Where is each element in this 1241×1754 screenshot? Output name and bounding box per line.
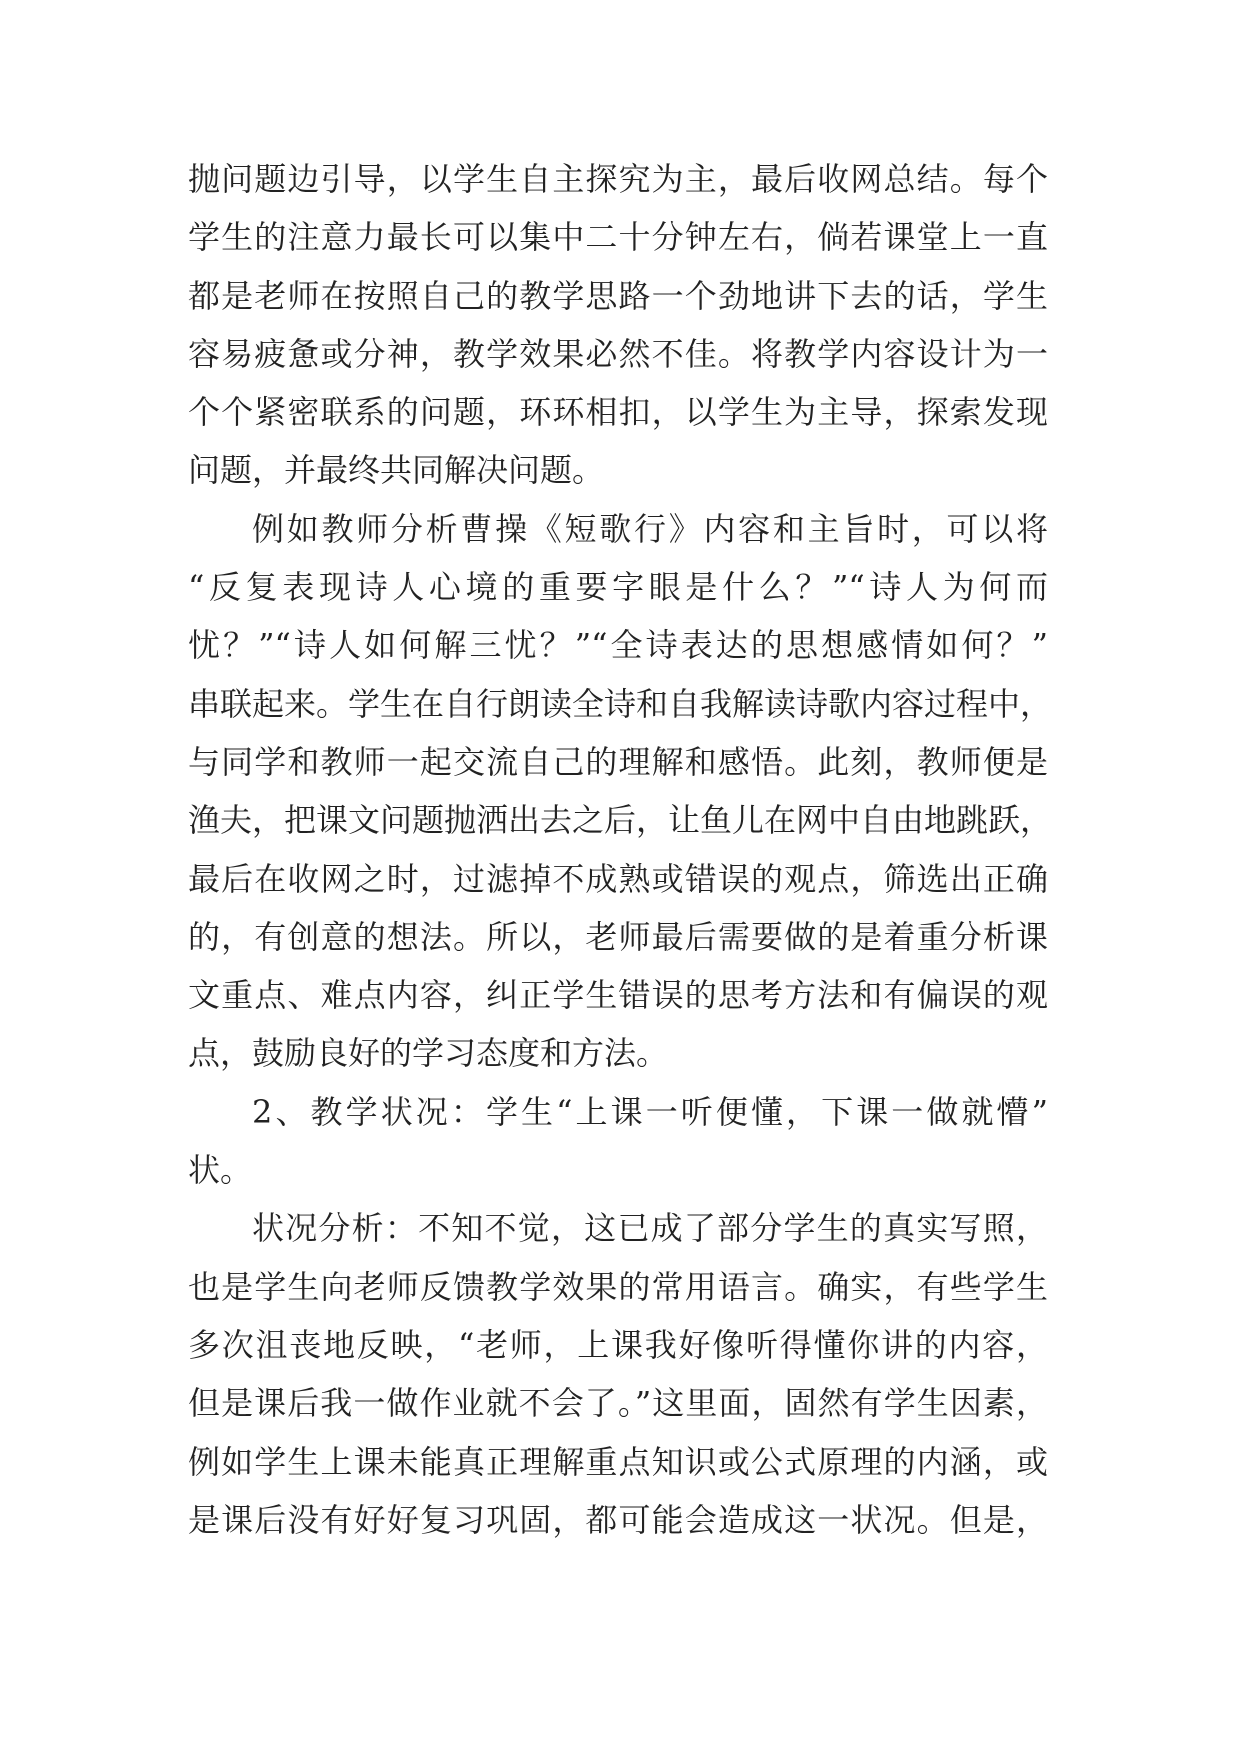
text-line: 点，鼓励良好的学习态度和方法。 bbox=[188, 1034, 669, 1073]
text-line: 的，有创意的想法。所以，老师最后需要做的是着重分析课 bbox=[188, 917, 1048, 956]
text-line: 也是学生向老师反馈教学效果的常用语言。确实，有些学生 bbox=[188, 1267, 1048, 1306]
text-line: 文重点、难点内容，纠正学生错误的思考方法和有偏误的观 bbox=[188, 976, 1048, 1015]
text-line: 例如学生上课未能真正理解重点知识或公式原理的内涵，或 bbox=[188, 1442, 1048, 1481]
text-line: 学生的注意力最长可以集中二十分钟左右，倘若课堂上一直 bbox=[188, 218, 1048, 257]
text-line: 状。 bbox=[188, 1151, 253, 1190]
text-line: 问题，并最终共同解决问题。 bbox=[188, 451, 605, 490]
text-line: 例如教师分析曹操《短歌行》内容和主旨时，可以将 bbox=[252, 509, 1048, 548]
text-line: 最后在收网之时，过滤掉不成熟或错误的观点，筛选出正确 bbox=[188, 859, 1048, 898]
text-line: 与同学和教师一起交流自己的理解和感悟。此刻，教师便是 bbox=[188, 742, 1048, 781]
text-line: 是课后没有好好复习巩固，都可能会造成这一状况。但是， bbox=[188, 1500, 1048, 1539]
text-line: 串联起来。学生在自行朗读全诗和自我解读诗歌内容过程中， bbox=[188, 684, 1053, 723]
text-line: 状况分析：不知不觉，这已成了部分学生的真实写照， bbox=[252, 1209, 1048, 1248]
text-line: 2、教学状况：学生“上课一听便懂，下课一做就懵” bbox=[252, 1092, 1048, 1131]
text-line: 容易疲惫或分神，教学效果必然不佳。将教学内容设计为一 bbox=[188, 334, 1048, 373]
text-line: “反复表现诗人心境的重要字眼是什么？”“诗人为何而 bbox=[188, 568, 1048, 607]
document-body bbox=[188, 150, 1053, 1549]
text-line: 渔夫，把课文问题抛洒出去之后，让鱼儿在网中自由地跳跃， bbox=[188, 801, 1053, 840]
text-line: 多次沮丧地反映，“老师，上课我好像听得懂你讲的内容， bbox=[188, 1325, 1048, 1364]
text-line: 抛问题边引导，以学生自主探究为主，最后收网总结。每个 bbox=[188, 160, 1048, 198]
text-line: 都是老师在按照自己的教学思路一个劲地讲下去的话，学生 bbox=[188, 276, 1048, 315]
text-line: 但是课后我一做作业就不会了。”这里面，固然有学生因素， bbox=[188, 1384, 1048, 1423]
text-line: 忧？”“诗人如何解三忧？”“全诗表达的思想感情如何？” bbox=[188, 626, 1048, 665]
text-line: 个个紧密联系的问题，环环相扣，以学生为主导，探索发现 bbox=[188, 393, 1048, 432]
